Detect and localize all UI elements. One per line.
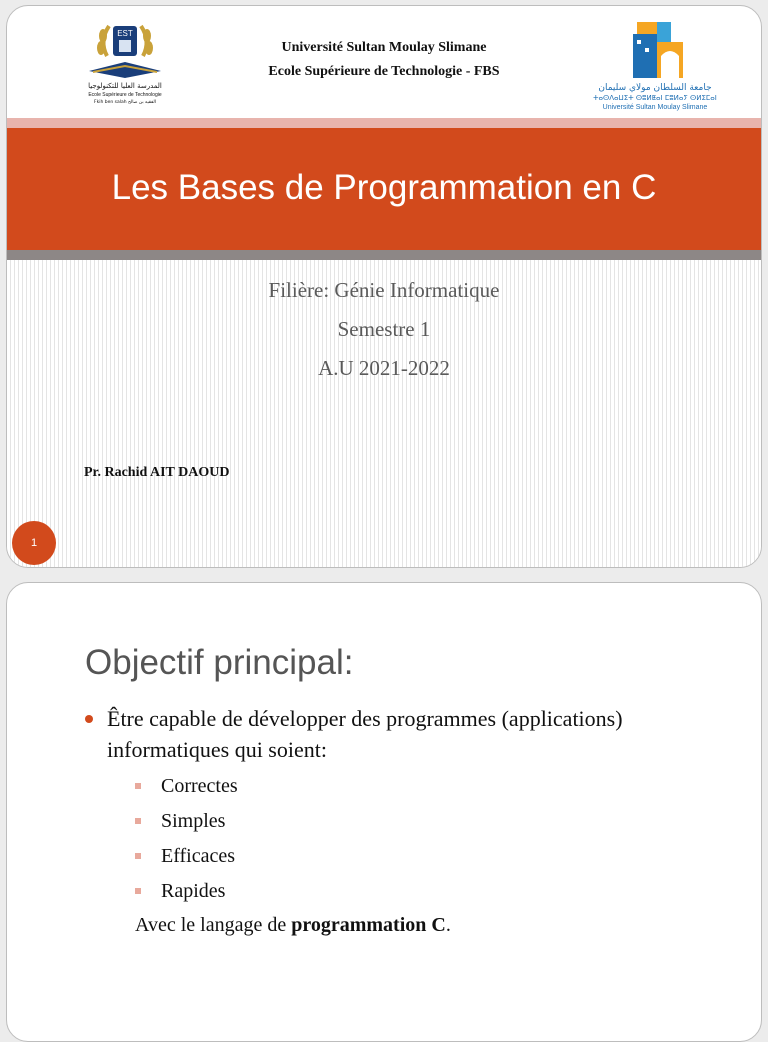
est-logo [77, 16, 173, 108]
gray-divider [7, 250, 761, 260]
semestre-text: Semestre 1 [337, 317, 431, 341]
slide-1 [6, 5, 762, 568]
pink-divider [7, 118, 761, 128]
bullet-dot-icon [85, 715, 93, 723]
list-item-label: Rapides [161, 880, 226, 902]
usms-logo [591, 16, 721, 112]
logo-left-fr: Ecole Supérieure de Technologie [88, 92, 162, 98]
conclusion-suffix: . [445, 914, 451, 936]
list-item-label: Simples [161, 810, 226, 832]
academic-year-text: A.U 2021-2022 [318, 356, 450, 380]
school-name: Ecole Supérieure de Technologie - FBS [268, 64, 500, 79]
conclusion-bold: programmation C [291, 914, 446, 936]
list-item-label: Efficaces [161, 845, 236, 867]
square-bullet-icon [135, 853, 141, 859]
objective-title: Objectif principal: [85, 643, 354, 682]
list-item-label: Correctes [161, 775, 238, 797]
conclusion-prefix: Avec le langage de [135, 914, 292, 936]
square-bullet-icon [135, 783, 141, 789]
university-name: Université Sultan Moulay Slimane [281, 40, 487, 55]
logo-right-fr: Université Sultan Moulay Slimane [602, 104, 708, 111]
logo-right-arabic: جامعة السلطان مولاي سليمان [598, 83, 712, 93]
logo-left-city: Fkih ben salah الفقيه بن صالح [94, 100, 156, 105]
objective-bullet [85, 703, 725, 765]
bullet-text: Être capable de développer des programmes (applications) informatiques qui soient: [107, 706, 623, 762]
slide-header [7, 6, 761, 118]
square-bullet-icon [135, 818, 141, 824]
slide-2 [6, 582, 762, 1042]
logo-left-est: EST [117, 29, 133, 38]
professor-name: Pr. Rachid AIT DAOUD [84, 465, 230, 480]
square-bullet-icon [135, 888, 141, 894]
page-number-badge [12, 521, 56, 565]
slide-title: Les Bases de Programmation en C [111, 168, 657, 207]
logo-left-arabic: المدرسة العليا للتكنولوجيا [88, 82, 162, 90]
title-banner [7, 128, 761, 250]
striped-background [7, 260, 761, 568]
page-number: 1 [30, 537, 38, 549]
conclusion-text [135, 914, 451, 937]
logo-right-tifinagh: ⵜⴰⵙⴷⴰⵡⵉⵜ ⵙⵓⵍⵟⴰⵏ ⵎⵓⵍⴰⵢ ⵙⵍⵉⵎⴰⵏ [593, 94, 717, 102]
filiere-text: Filière: Génie Informatique [268, 278, 500, 302]
